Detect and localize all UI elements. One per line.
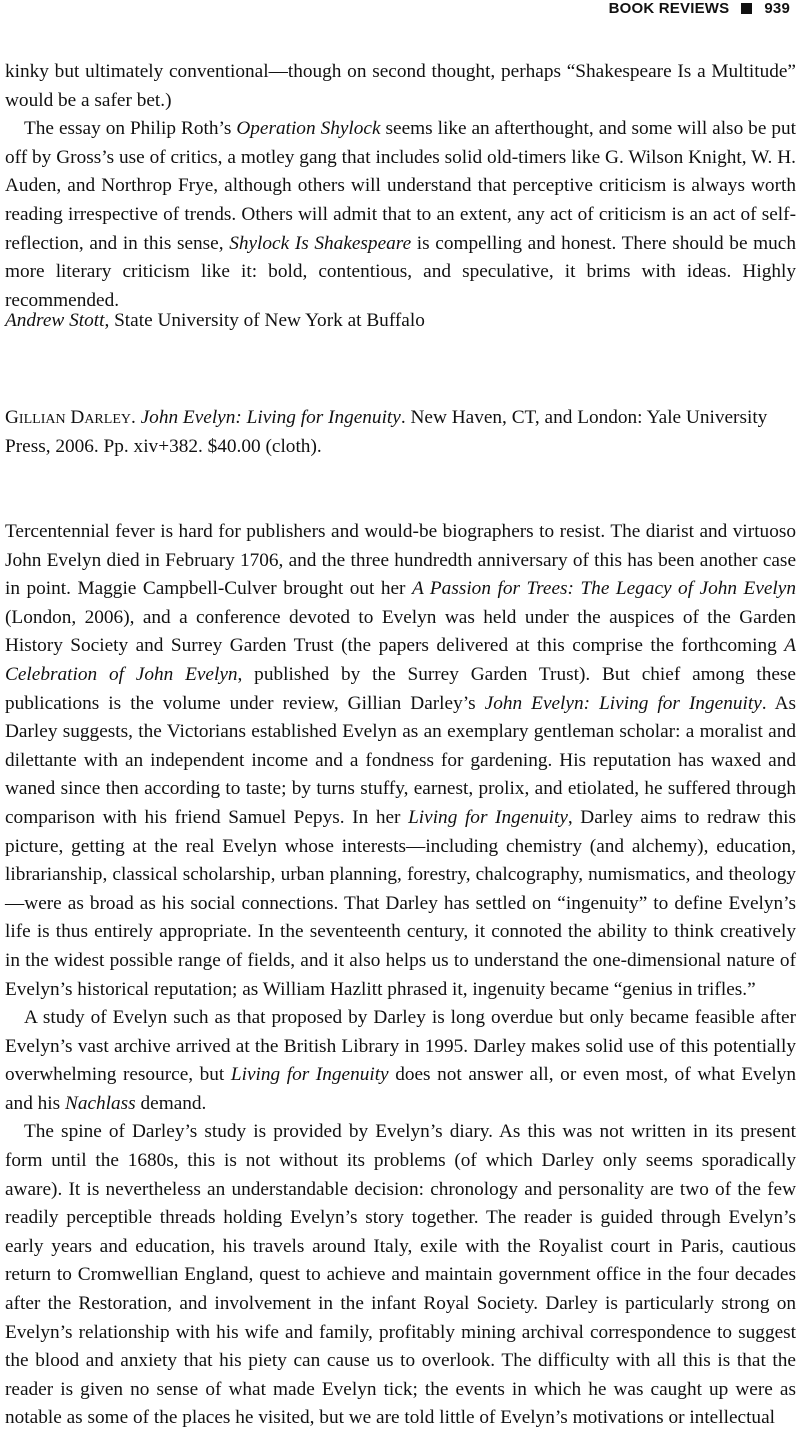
review-1-paragraph-1: kinky but ultimately conventional—though on second thought, perhaps “Shakespeare Is a Multitude” would be a safer bet.) (5, 61, 796, 111)
reviewer-affiliation: , State University of New York at Buffalo (104, 310, 425, 331)
review-1-body (5, 58, 796, 315)
review-2-citation: Gillian Darley. John Evelyn: Living for Ingenuity. New Haven, CT, and London: Yale University Press, 2006. Pp. xiv+382. $40.00 (cloth). (5, 407, 768, 457)
reviewed-author: Gillian Darley (5, 407, 131, 428)
reviewer-signature (5, 307, 796, 336)
section-title: BOOK REVIEWS (608, 0, 730, 17)
publication-details: . New Haven, CT, and London: Yale University Press, 2006. Pp. xiv+382. $40.00 (cloth). (5, 407, 768, 457)
book-title: Shylock Is Shakespeare (229, 232, 412, 254)
book-title: Operation Shylock (236, 118, 381, 140)
reviewed-title: John Evelyn: Living for Ingenuity (140, 407, 401, 428)
review-2-paragraph-1: Tercentennial fever is hard for publishers and would-be biographers to resist. The diarist and virtuoso John Evelyn died in February 1706, and the three hundredth anniversary of this has been another case in point. Maggie Campbell-Culver brought out her A Passion for Trees: The Legacy of John Evelyn (London, 2006), and a conference devoted to Evelyn was held under the auspices of the Garden History Society and Surrey Garden Trust (the papers delivered at this comprise the forthcoming A Celebration of John Evelyn, published by the Surrey Garden Trust). But chief among these publications is the volume under review, Gillian Darley’s John Evelyn: Living for Ingenuity. As Darley suggests, the Victorians established Evelyn as an exemplary gentleman scholar: a moralist and dilettante with an independent income and a fondness for gardening. His reputation has waxed and waned since then according to taste; by turns stuffy, earnest, prolix, and etiolated, he suffered through comparison with his friend Samuel Pepys. In her Living for Ingenuity, Darley aims to redraw this picture, getting at the real Evelyn whose interests—including chemistry (and alchemy), education, librarianship, classical scholarship, urban planning, forestry, chalcography, numismatics, and theology—were as broad as his social connections. That Darley has settled on “ingenuity” to define Evelyn’s life is thus entirely appropriate. In the seventeenth century, it connoted the ability to think creatively in the widest possible range of fields, and it also helps us to understand the one-dimensional nature of Evelyn’s historical reputation; as William Hazlitt phrased it, ingenuity became “genius in trifles.” (5, 521, 796, 1000)
page-number: 939 (764, 0, 790, 17)
square-separator-icon (741, 3, 752, 14)
review-2-paragraph-2: A study of Evelyn such as that proposed by Darley is long overdue but only became feasible after Evelyn’s vast archive arrived at the British Library in 1995. Darley makes solid use of this potentially overwhelming resource, but Living for Ingenuity does not answer all, or even most, of what Evelyn and his Nachlass demand. (5, 1007, 796, 1114)
reviewer-name: Andrew Stott (5, 310, 105, 331)
review-2-paragraph-3: The spine of Darley’s study is provided by Evelyn’s diary. As this was not written in its present form until the 1680s, this is not without its problems (of which Darley only seems sporadically aware). It is nevertheless an understandable decision: chronology and personality are two of the few readily perceptible threads holding Evelyn’s story together. The reader is guided through Evelyn’s early years and education, his travels around Italy, exile with the Royalist court in Paris, cautious return to Cromwellian England, quest to achieve and maintain government office in the four decades after the Restoration, and involvement in the infant Royal Society. Darley is particularly strong on Evelyn’s relationship with his wife and family, profitably mining archival correspondence to suggest the blood and anxiety that his piety can cause us to overlook. The difficulty with all this is that the reader is given no sense of what made Evelyn tick; the events in which he was caught up were as notable as some of the places he visited, but we are told little of Evelyn’s motivations or intellectual (5, 1121, 796, 1429)
running-header (609, 0, 790, 22)
review-2-body (5, 518, 796, 1433)
review-1-paragraph-2: The essay on Philip Roth’s Operation Shylock seems like an afterthought, and some will also be put off by Gross’s use of critics, a motley gang that includes solid old-timers like G. Wilson Knight, W. H. Auden, and Northrop Frye, although others will understand that perceptive criticism is always worth reading irrespective of trends. Others will admit that to an extent, any act of criticism is an act of self-reflection, and in this sense, Shylock Is Shakespeare is compelling and honest. There should be much more literary criticism like it: bold, contentious, and speculative, it brims with ideas. Highly recommended. (5, 118, 796, 311)
